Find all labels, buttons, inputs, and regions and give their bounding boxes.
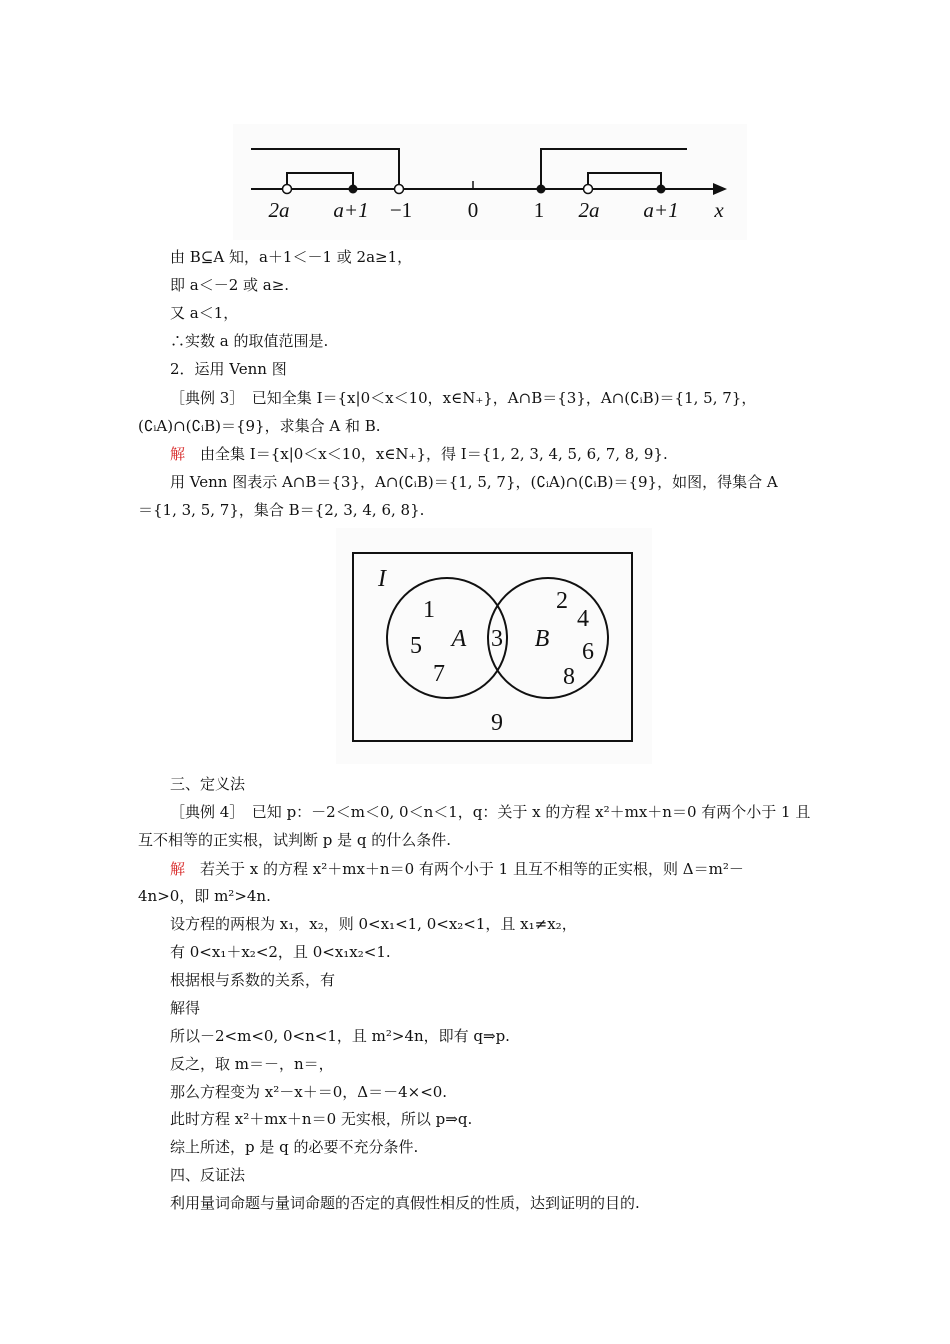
open-point-2a-right	[584, 185, 593, 194]
open-point-neg1	[395, 185, 404, 194]
closed-point-a1-left	[349, 185, 358, 194]
solution-text: 由全集 I＝{x|0＜x＜10，x∈N₊}，得 I＝{1, 2, 3, 4, 5, 6, 7, 8, 9}.	[185, 445, 668, 463]
solution-line	[0, 444, 950, 464]
text-line: 即 a＜－2 或 a≥.	[170, 276, 290, 294]
text-line: 那么方程变为 x²－x＋＝0，Δ＝－4×<0.	[170, 1083, 448, 1101]
solution-label: 解	[170, 445, 186, 463]
tick-label-2a-right: 2a	[578, 198, 600, 222]
right-inner-bracket	[588, 173, 661, 189]
text-line: 4n>0，即 m²>4n.	[138, 887, 271, 905]
venn-element: 1	[423, 597, 435, 623]
venn-element: 2	[556, 588, 568, 614]
venn-diagram	[336, 528, 652, 764]
left-inner-bracket	[287, 173, 353, 189]
venn-element: 5	[410, 633, 422, 659]
text-line: 解得	[170, 999, 201, 1017]
left-outer-bracket	[251, 149, 399, 189]
text-line: 所以－2<m<0, 0<n<1，且 m²>4n，即有 q⇒p.	[170, 1027, 510, 1045]
tick-label-0: 0	[467, 198, 479, 222]
solution-line	[0, 859, 950, 879]
venn-element: 8	[563, 664, 575, 690]
axis-arrow-icon	[713, 183, 727, 195]
solution-text: 若关于 x 的方程 x²＋mx＋n＝0 有两个小于 1 且互不相等的正实根，则 Δ＝m²－	[185, 860, 744, 878]
axis-label-x: x	[714, 198, 724, 222]
section-heading: 三、定义法	[170, 775, 246, 793]
text-line: (∁ᵢA)∩(∁ᵢB)＝{9}，求集合 A 和 B.	[138, 417, 381, 435]
text-line: 利用量词命题与量词命题的否定的真假性相反的性质，达到证明的目的.	[170, 1194, 640, 1212]
closed-point-1	[537, 185, 546, 194]
text-line: 设方程的两根为 x₁，x₂，则 0<x₁<1, 0<x₂<1，且 x₁≠x₂，	[170, 915, 577, 933]
tick-label-2a-left: 2a	[268, 198, 290, 222]
text-line: 又 a＜1，	[170, 304, 239, 322]
tick-label-neg1: −1	[389, 198, 413, 222]
right-outer-bracket	[541, 149, 687, 189]
tick-label-1: 1	[533, 198, 545, 222]
venn-element: 7	[433, 661, 445, 687]
text-line: 由 B⊆A 知，a＋1＜－1 或 2a≥1，	[170, 248, 413, 266]
text-line: 根据根与系数的关系，有	[170, 971, 336, 989]
text-line: ［典例 3］ 已知全集 I＝{x|0＜x＜10，x∈N₊}，A∩B＝{3}，A∩(∁ᵢB)＝{1, 5, 7}，	[170, 389, 757, 407]
tick-label-a1-right: a+1	[643, 198, 679, 222]
open-point-2a-left	[283, 185, 292, 194]
text-line: ＝{1, 3, 5, 7}，集合 B＝{2, 3, 4, 6, 8}.	[138, 501, 425, 519]
venn-element: 4	[577, 606, 589, 632]
tick-label-a1-left: a+1	[333, 198, 369, 222]
venn-element: 6	[582, 639, 594, 665]
text-line: ∴实数 a 的取值范围是.	[170, 332, 329, 350]
number-line-svg	[233, 124, 747, 240]
text-line: 综上所述，p 是 q 的必要不充分条件.	[170, 1138, 419, 1156]
number-line-figure	[233, 124, 747, 240]
text-line: 用 Venn 图表示 A∩B＝{3}，A∩(∁ᵢB)＝{1, 5, 7}，(∁ᵢA)∩(∁ᵢB)＝{9}，如图，得集合 A	[170, 473, 778, 491]
text-line: 反之，取 m＝－，n＝，	[170, 1055, 334, 1073]
set-b-label: B	[534, 626, 550, 652]
set-a-label: A	[451, 626, 467, 652]
text-line: 有 0<x₁＋x₂<2，且 0<x₁x₂<1.	[170, 943, 391, 961]
venn-figure	[336, 528, 652, 764]
text-line: ［典例 4］ 已知 p：－2＜m＜0, 0＜n＜1，q：关于 x 的方程 x²＋mx＋n＝0 有两个小于 1 且	[170, 803, 811, 821]
section-heading: 2．运用 Venn 图	[170, 360, 287, 378]
text-line: 互不相等的正实根，试判断 p 是 q 的什么条件.	[138, 831, 452, 849]
solution-label: 解	[170, 860, 186, 878]
venn-outside-element: 9	[491, 710, 503, 736]
universe-label: I	[378, 566, 386, 592]
section-heading: 四、反证法	[170, 1166, 246, 1184]
text-line: 此时方程 x²＋mx＋n＝0 无实根，所以 p⇒q.	[170, 1110, 473, 1128]
venn-intersection-element: 3	[491, 626, 503, 652]
closed-point-a1-right	[657, 185, 666, 194]
